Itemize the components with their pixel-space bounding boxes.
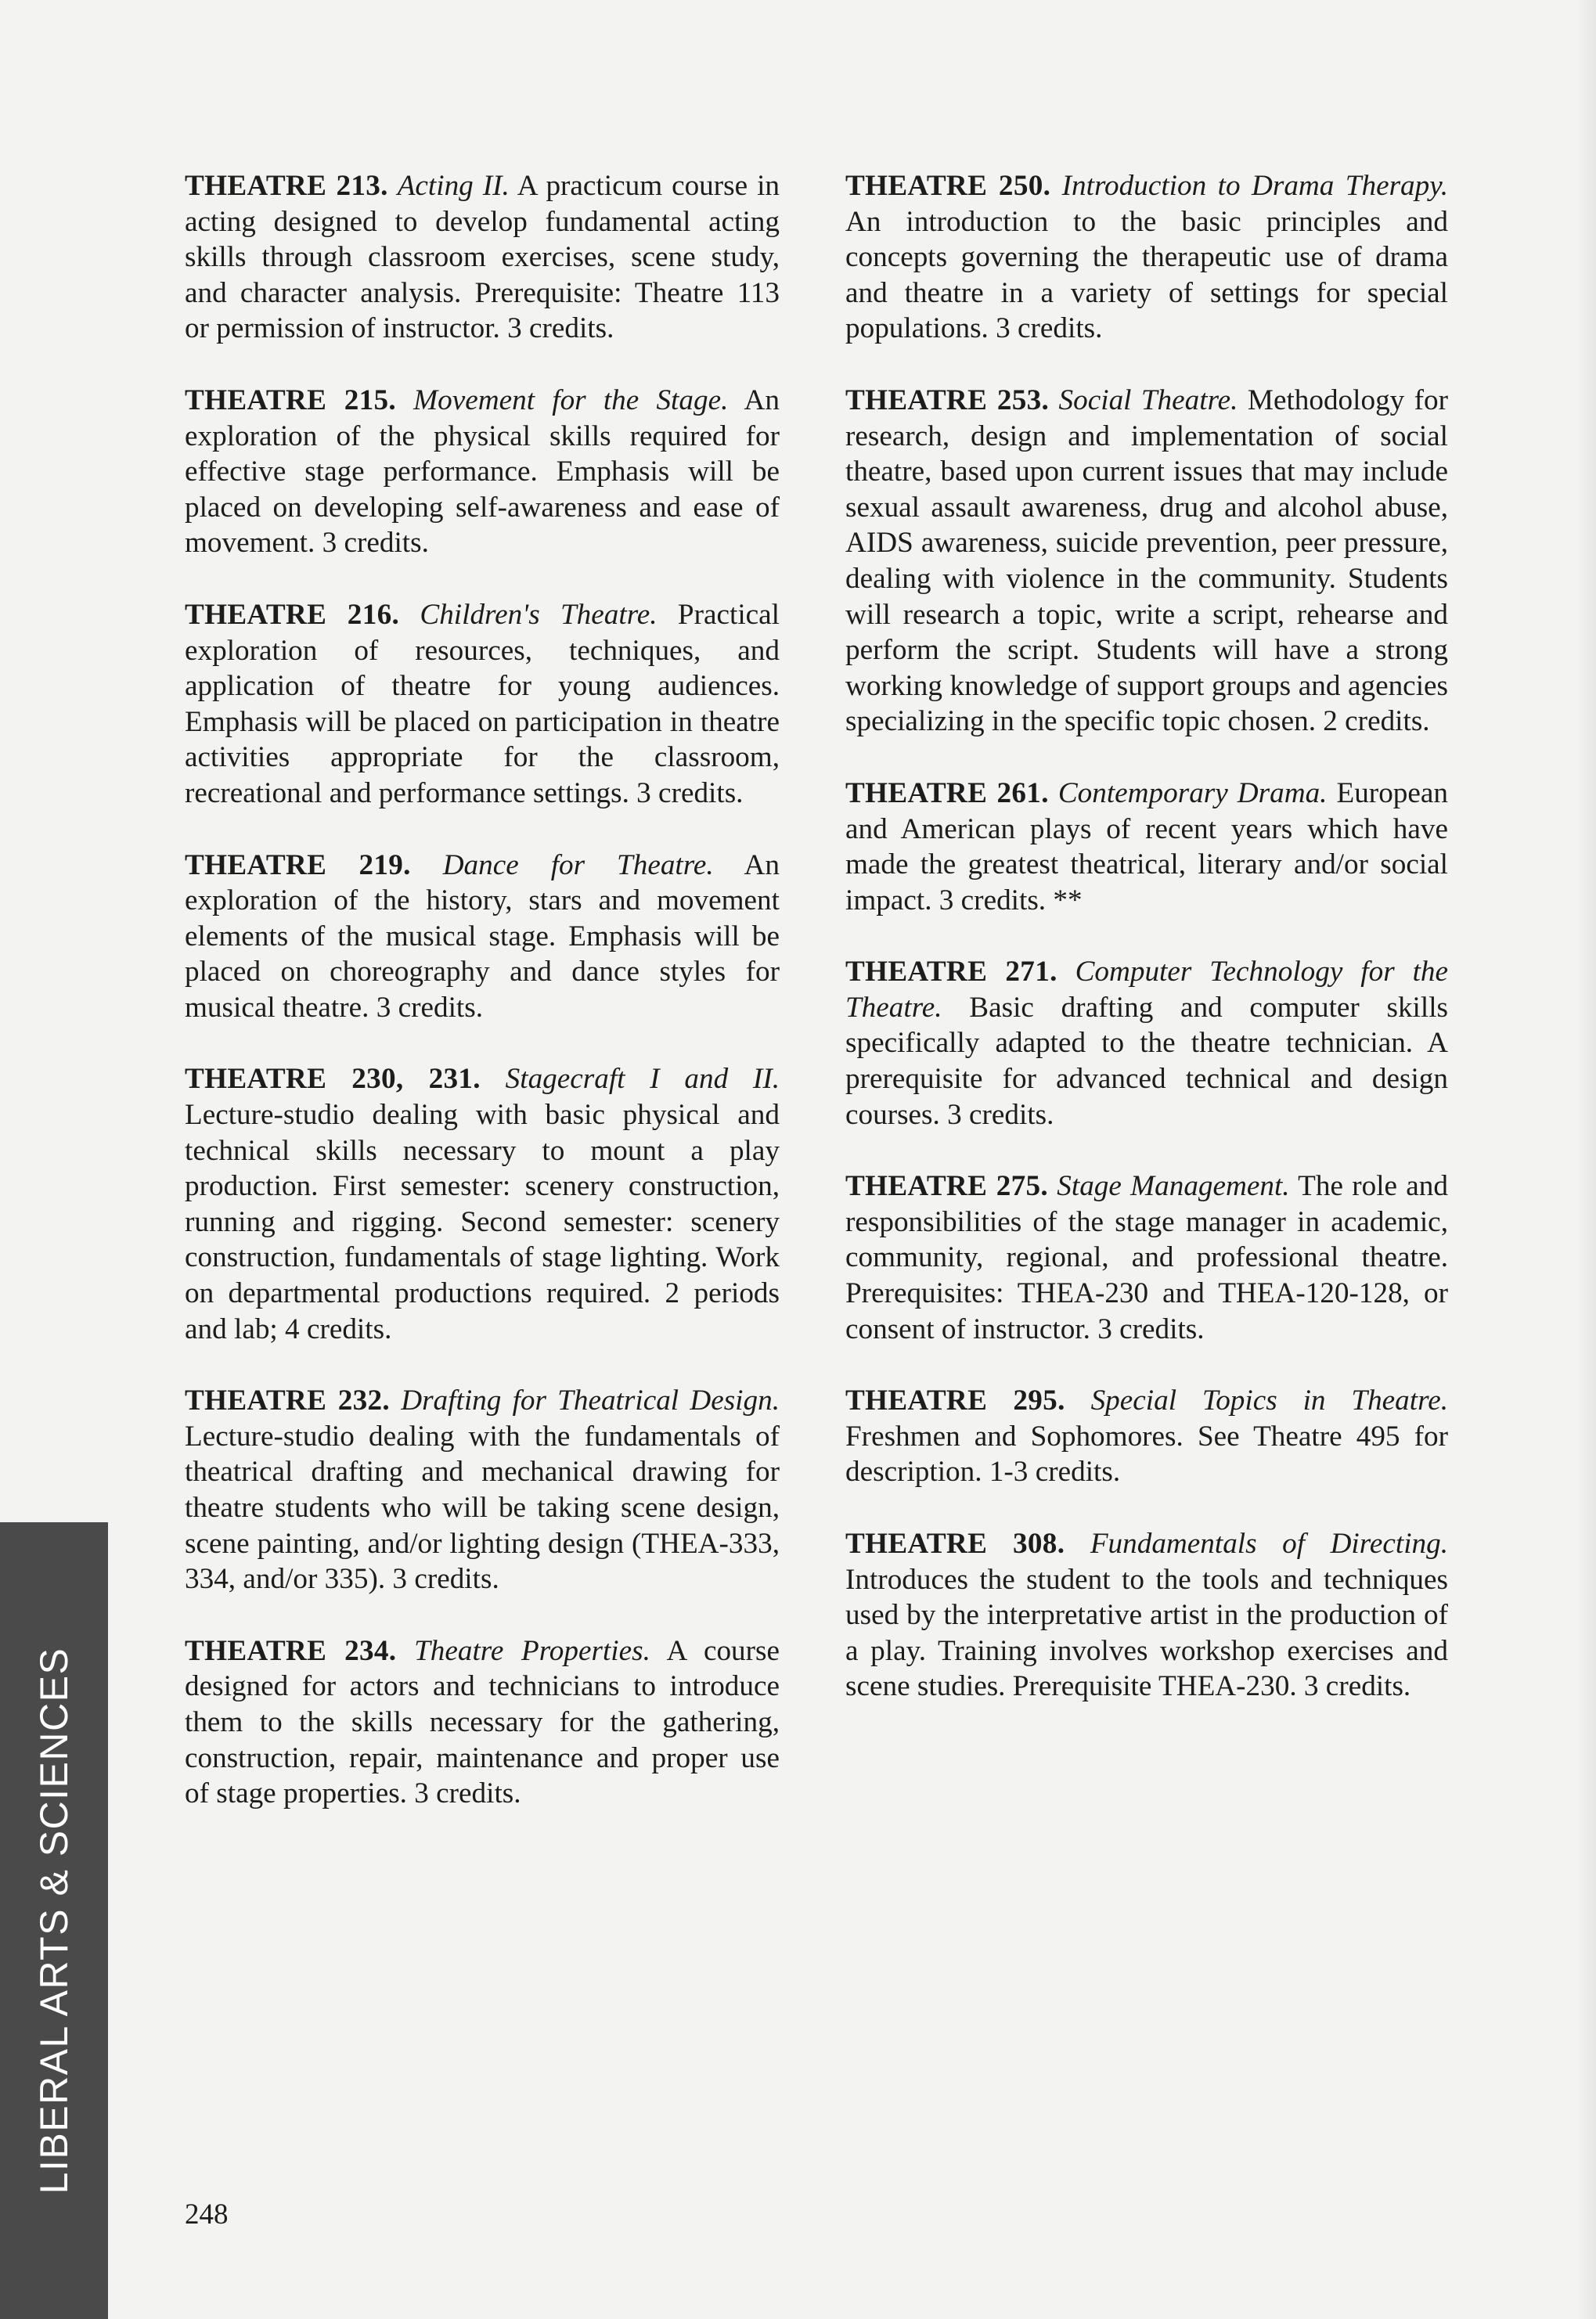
page-edge bbox=[1577, 0, 1596, 2319]
course-title: Fundamentals of Directing. bbox=[1090, 1528, 1449, 1560]
course-title: Acting II. bbox=[397, 170, 510, 202]
course-code: THEATRE 261. bbox=[845, 776, 1049, 809]
course-code: THEATRE 308. bbox=[845, 1528, 1065, 1560]
course-title: Introduction to Drama Therapy. bbox=[1061, 170, 1448, 202]
course-code: THEATRE 216. bbox=[185, 598, 400, 631]
course-code: THEATRE 295. bbox=[845, 1385, 1065, 1417]
course-code: THEATRE 230, 231. bbox=[185, 1063, 481, 1096]
course-title: Children's Theatre. bbox=[420, 598, 657, 631]
course-description: A course designed for actors and technicians to introduce them to the skills necessary for the gathering, construction, repair, maintenance and proper use of stage properties. 3 credits. bbox=[185, 1634, 780, 1810]
course-code: THEATRE 232. bbox=[185, 1385, 390, 1417]
course-description: Practical exploration of resources, techniques, and application of theatre for young audiences. Emphasis will be placed on participation in theatre activities appropriate for the classroom, recreational and performance settings. 3 credits. bbox=[185, 598, 780, 809]
course-description: The role and responsibilities of the stage manager in academic, community, regional, and professional theatre. Prerequisites: THEA-230 and THEA-120-128, or consent of instructor. 3 credits. bbox=[845, 1170, 1448, 1345]
course-description: Freshmen and Sophomores. See Theatre 495 for description. 1-3 credits. bbox=[845, 1420, 1448, 1489]
course-title: Dance for Theatre. bbox=[442, 848, 714, 881]
course-entry bbox=[185, 1383, 780, 1597]
course-title: Movement for the Stage. bbox=[413, 383, 729, 416]
course-entry bbox=[185, 597, 780, 812]
course-title: Theatre Properties. bbox=[414, 1634, 650, 1667]
course-description: Basic drafting and computer skills specifically adapted to the theatre technician. A prerequisite for advanced technical and design courses. 3 credits. bbox=[845, 991, 1449, 1131]
section-side-tab bbox=[0, 1522, 108, 2319]
course-title: Stage Management. bbox=[1057, 1170, 1290, 1203]
left-column bbox=[185, 168, 780, 1848]
course-entry bbox=[845, 776, 1448, 918]
course-description: Introduces the student to the tools and techniques used by the interpretative artist in the production of a play. Training involves workshop exercises and scene studies. Prerequisite THEA-230. 3 credits. bbox=[845, 1563, 1448, 1703]
course-entry bbox=[185, 168, 780, 347]
course-description: European and American plays of recent years which have made the greatest theatrical, literary and/or social impact. 3 credits. ** bbox=[845, 776, 1448, 916]
right-column bbox=[845, 168, 1448, 1741]
course-code: THEATRE 275. bbox=[845, 1170, 1049, 1203]
course-title: Drafting for Theatrical Design. bbox=[401, 1385, 780, 1417]
course-title: Stagecraft I and II. bbox=[505, 1063, 780, 1096]
course-code: THEATRE 253. bbox=[845, 383, 1050, 416]
section-side-tab-label: LIBERAL ARTS & SCIENCES bbox=[32, 1647, 76, 2195]
course-title: Special Topics in Theatre. bbox=[1090, 1385, 1449, 1417]
course-entry bbox=[845, 383, 1448, 740]
course-entry bbox=[185, 383, 780, 561]
course-code: THEATRE 213. bbox=[185, 170, 388, 202]
course-entry bbox=[185, 1061, 780, 1347]
course-code: THEATRE 234. bbox=[185, 1634, 397, 1667]
course-title: Computer Technology for the Theatre. bbox=[845, 956, 1449, 1024]
course-description: An exploration of the physical skills required for effective stage performance. Emphasis will be placed on developing self-awareness and ease of movement. 3 credits. bbox=[185, 383, 780, 560]
course-title: Social Theatre. bbox=[1058, 383, 1238, 416]
course-entry bbox=[845, 954, 1448, 1132]
course-entry bbox=[845, 168, 1448, 347]
course-code: THEATRE 250. bbox=[845, 170, 1051, 202]
course-entry bbox=[845, 1383, 1448, 1490]
course-description: Lecture-studio dealing with the fundamentals of theatrical drafting and mechanical drawing for theatre students who will be taking scene design, scene painting, and/or lighting design (THEA-333, 334, and/or 335). 3 credits. bbox=[185, 1420, 780, 1596]
course-entry bbox=[845, 1526, 1448, 1705]
course-entry bbox=[845, 1169, 1448, 1347]
course-description: A practicum course in acting designed to develop fundamental acting skills through classroom exercises, scene study, and character analysis. Prerequisite: Theatre 113 or permission of instructor. 3 credits. bbox=[185, 170, 780, 345]
course-code: THEATRE 271. bbox=[845, 956, 1057, 988]
page-number: 248 bbox=[185, 2198, 229, 2231]
course-description: An exploration of the history, stars and movement elements of the musical stage. Emphasis will be placed on choreography and dance styles for musical theatre. 3 credits. bbox=[185, 848, 780, 1024]
course-description: An introduction to the basic principles and concepts governing the therapeutic use of drama and theatre in a variety of settings for special populations. 3 credits. bbox=[845, 205, 1448, 345]
course-code: THEATRE 215. bbox=[185, 383, 396, 416]
course-entry bbox=[185, 848, 780, 1026]
course-code: THEATRE 219. bbox=[185, 848, 411, 881]
course-description: Methodology for research, design and implementation of social theatre, based upon current issues that may include sexual assault awareness, drug and alcohol abuse, AIDS awareness, suicide prevention, peer pressure, dealing with violence in the community. Students will research a topic, write a script, rehearse and perform the script. Students will have a strong working knowledge of support groups and agencies specializing in the specific topic chosen. 2 credits. bbox=[845, 383, 1449, 738]
course-title: Contemporary Drama. bbox=[1057, 776, 1328, 809]
course-entry bbox=[185, 1633, 780, 1812]
course-description: Lecture-studio dealing with basic physical and technical skills necessary to mount a play production. First semester: scenery construction, running and rigging. Second semester: scenery construction, fundamentals of stage lighting. Work on departmental productions required. 2 periods and lab; 4 credits. bbox=[185, 1099, 780, 1345]
